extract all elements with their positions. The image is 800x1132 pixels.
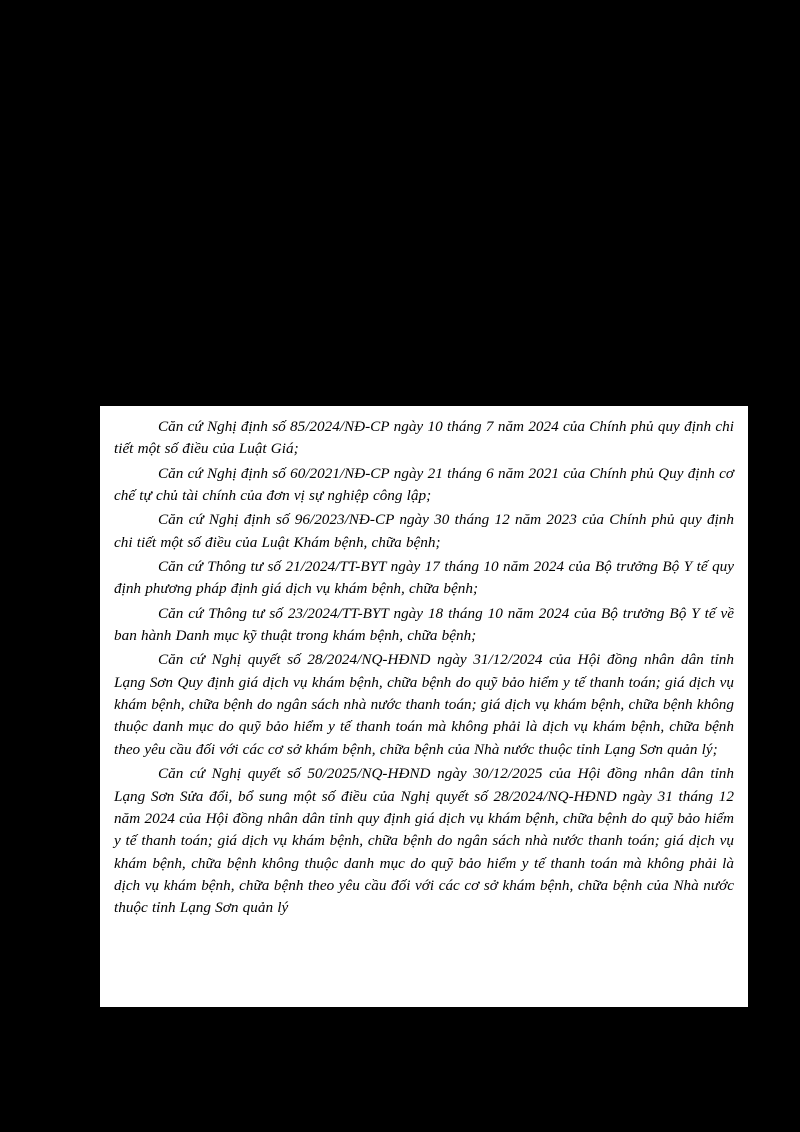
paragraph: Căn cứ Nghị định số 60/2021/NĐ-CP ngày 21 tháng 6 năm 2021 của Chính phủ Quy định cơ chế tự chủ tài chính của đơn vị sự nghiệp công lập;	[114, 464, 734, 505]
paragraph: Căn cứ Thông tư số 21/2024/TT-BYT ngày 17 tháng 10 năm 2024 của Bộ trưởng Bộ Y tế quy định phương pháp định giá dịch vụ khám bệnh, chữa bệnh;	[114, 558, 734, 598]
paragraph: Căn cứ Nghị quyết số 50/2025/NQ-HĐND ngày 30/12/2025 của Hội đồng nhân dân tỉnh Lạng Sơn Sửa đổi, bổ sung một số điều của Nghị quyết số 28/2024/NQ-HĐND ngày 31 tháng 12 năm 2024 của Hội đồng nhân dân tỉnh quy định giá dịch vụ khám bệnh, chữa bệnh do quỹ bảo hiểm y tế thanh toán; giá dịch vụ khám bệnh, chữa bệnh do ngân sách nhà nước thanh toán; giá dịch vụ khám bệnh, chữa bệnh không thuộc danh mục do quỹ bảo hiểm y tế thanh toán mà không phải là dịch vụ khám bệnh, chữa bệnh theo yêu cầu đối với các cơ sở khám bệnh, chữa bệnh của Nhà nước thuộc tỉnh Lạng Sơn quản lý	[114, 765, 734, 917]
document-text-body	[114, 416, 734, 920]
paragraph: Căn cứ Nghị quyết số 28/2024/NQ-HĐND ngày 31/12/2024 của Hội đồng nhân dân tỉnh Lạng Sơn Quy định giá dịch vụ khám bệnh, chữa bệnh do quỹ bảo hiểm y tế thanh toán; giá dịch vụ khám bệnh, chữa bệnh do ngân sách nhà nước thanh toán; giá dịch vụ khám bệnh, chữa bệnh không thuộc danh mục do quỹ bảo hiểm y tế thanh toán mà không phải là dịch vụ khám bệnh, chữa bệnh theo yêu cầu đối với các cơ sở khám bệnh, chữa bệnh của Nhà nước thuộc tỉnh Lạng Sơn quản lý;	[114, 651, 734, 758]
paragraph: Căn cứ Thông tư số 23/2024/TT-BYT ngày 18 tháng 10 năm 2024 của Bộ trưởng Bộ Y tế về ban hành Danh mục kỹ thuật trong khám bệnh, chữa bệnh;	[114, 604, 734, 645]
document-page	[100, 406, 748, 1007]
paragraph: Căn cứ Nghị định số 96/2023/NĐ-CP ngày 30 tháng 12 năm 2023 của Chính phủ quy định chi tiết một số điều của Luật Khám bệnh, chữa bệnh;	[114, 511, 734, 551]
paragraph: Căn cứ Nghị định số 85/2024/NĐ-CP ngày 10 tháng 7 năm 2024 của Chính phủ quy định chi tiết một số điều của Luật Giá;	[114, 418, 734, 458]
